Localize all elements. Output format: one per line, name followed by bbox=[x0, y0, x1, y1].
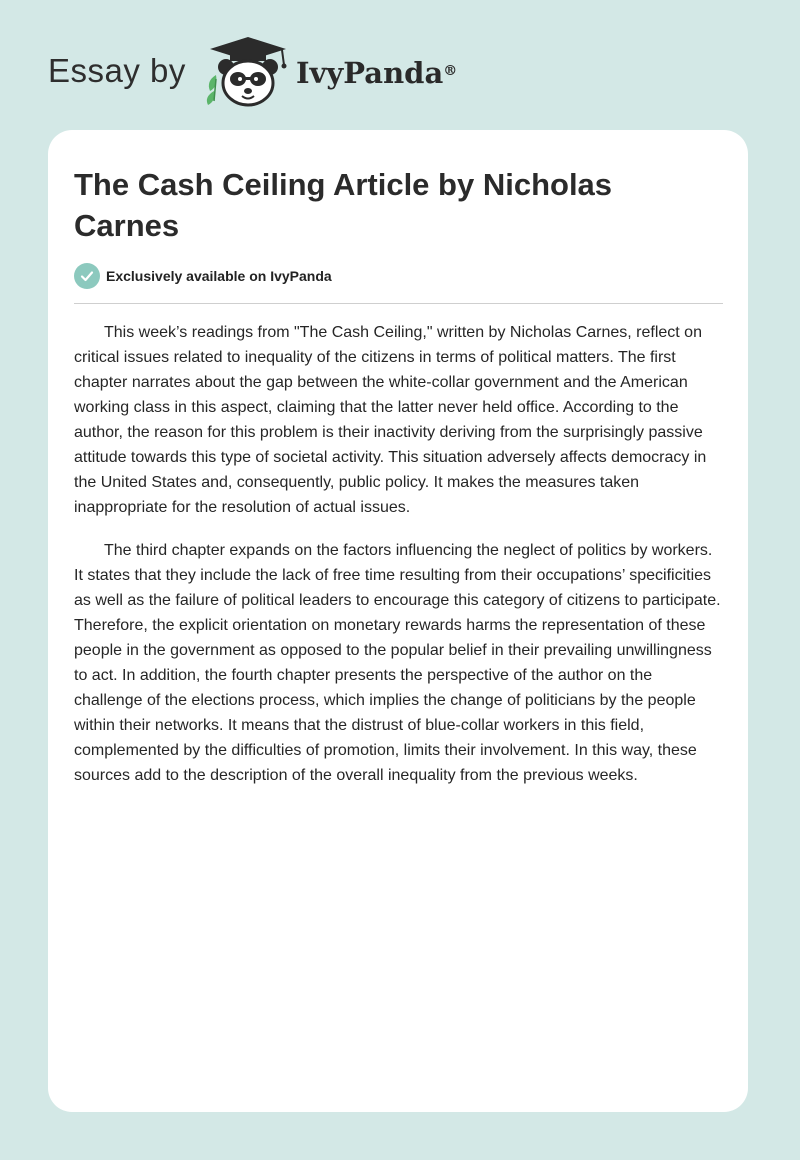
essay-card bbox=[48, 130, 748, 1112]
brand-text: IvyPanda bbox=[296, 56, 444, 90]
registered-mark: ® bbox=[443, 63, 458, 79]
essay-body bbox=[74, 320, 725, 806]
badge-label: Exclusively available on IvyPanda bbox=[106, 268, 332, 284]
paragraph: This week’s readings from "The Cash Ceiling," written by Nicholas Carnes, reflect on critical issues related to inequality of the citizens in terms of political matters. The first chapter narrates about the gap between the white-collar government and the American working class in this aspect, claiming that the latter never held office. According to the author, the reason for this problem is their inactivity deriving from the surprisingly passive attitude towards this type of societal activity. This situation adversely affects democracy in the United States and, consequently, public policy. It makes the measures taken inappropriate for the resolution of actual issues. bbox=[74, 324, 707, 516]
panda-graduate-icon bbox=[200, 35, 300, 107]
divider bbox=[74, 303, 723, 304]
brand-name[interactable] bbox=[296, 55, 457, 91]
page-title: The Cash Ceiling Article by Nicholas Carnes bbox=[74, 167, 613, 243]
check-circle-icon bbox=[74, 263, 100, 289]
essay-by-label: Essay by bbox=[48, 52, 186, 89]
exclusive-badge bbox=[74, 263, 332, 289]
paragraph: The third chapter expands on the factors influencing the neglect of politics by workers. It states that they include the lack of free time resulting from their occupations’ specificities as well as the failure of political leaders to encourage this category of citizens to participate. Therefore, the explicit orientation on monetary rewards harms the representation of these people in the government as opposed to the popular belief in their prevailing unwillingness to act. In addition, the fourth chapter presents the perspective of the author on the challenge of the elections process, which implies the change of politicians by the people within their networks. It means that the distrust of blue-collar workers in this field, complemented by the difficulties of promotion, limits their involvement. In this way, these sources add to the description of the overall inequality from the previous weeks. bbox=[74, 542, 721, 784]
ivypanda-logo[interactable] bbox=[200, 35, 300, 107]
site-header bbox=[0, 0, 800, 130]
